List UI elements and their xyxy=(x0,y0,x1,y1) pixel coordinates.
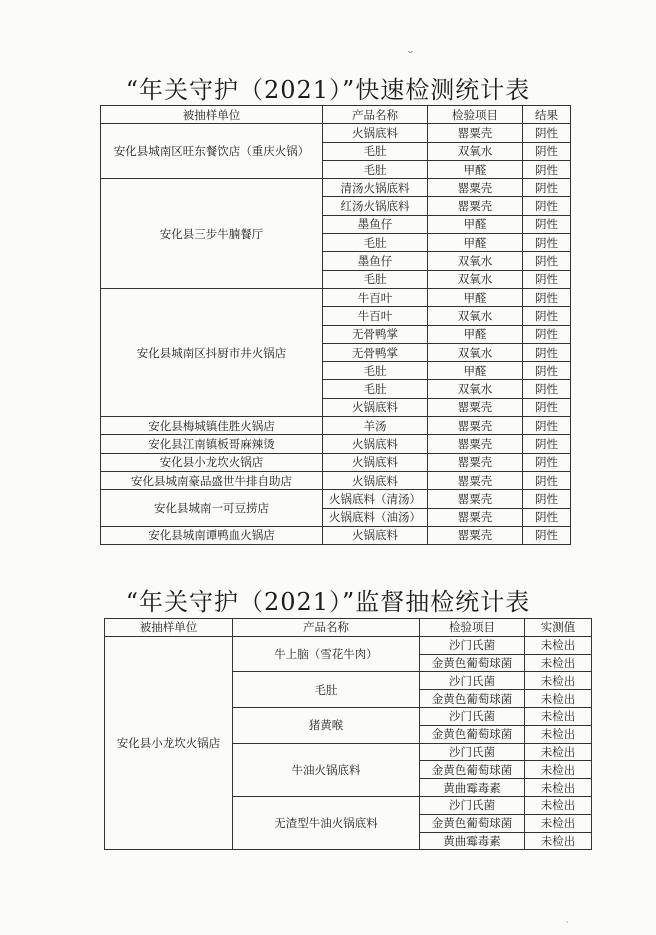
pen-mark: ᵕ xyxy=(408,46,414,61)
product-cell: 毛肚 xyxy=(233,672,420,708)
value-cell: 未检出 xyxy=(525,761,592,779)
value-cell: 未检出 xyxy=(525,690,592,708)
result-cell: 阴性 xyxy=(523,398,571,416)
product-cell: 墨鱼仔 xyxy=(323,252,428,270)
test-item-cell: 双氧水 xyxy=(428,307,523,325)
test-item-cell: 甲醛 xyxy=(428,362,523,380)
test-item-cell: 罂粟壳 xyxy=(428,490,523,508)
test-item-cell: 沙门氏菌 xyxy=(420,707,525,725)
header-value: 实测值 xyxy=(525,619,592,637)
dot-mark: · xyxy=(566,918,569,927)
result-cell: 阴性 xyxy=(523,179,571,197)
unit-cell: 安化县小龙坎火锅店 xyxy=(101,453,323,471)
product-cell: 无骨鸭掌 xyxy=(323,343,428,361)
header-item: 检验项目 xyxy=(428,106,523,124)
value-cell: 未检出 xyxy=(525,725,592,743)
value-cell: 未检出 xyxy=(525,654,592,672)
result-cell: 阴性 xyxy=(523,490,571,508)
product-cell: 墨鱼仔 xyxy=(323,215,428,233)
result-cell: 阴性 xyxy=(523,142,571,160)
table-row xyxy=(101,288,571,306)
table-row xyxy=(101,124,571,142)
table-row xyxy=(101,435,571,453)
test-item-cell: 甲醛 xyxy=(428,288,523,306)
value-cell: 未检出 xyxy=(525,672,592,690)
unit-cell: 安化县三步牛腩餐厅 xyxy=(101,179,323,289)
test-item-cell: 黄曲霉毒素 xyxy=(420,779,525,797)
result-cell: 阴性 xyxy=(523,270,571,288)
result-cell: 阴性 xyxy=(523,343,571,361)
unit-cell: 安化县城南区抖厨市井火锅店 xyxy=(101,288,323,416)
value-cell: 未检出 xyxy=(525,814,592,832)
test-item-cell: 金黄色葡萄球菌 xyxy=(420,814,525,832)
product-cell: 毛肚 xyxy=(323,142,428,160)
unit-cell: 安化县城南谭鸭血火锅店 xyxy=(101,526,323,544)
header-item: 检验项目 xyxy=(420,619,525,637)
test-item-cell: 金黄色葡萄球菌 xyxy=(420,690,525,708)
test-item-cell: 双氧水 xyxy=(428,380,523,398)
product-cell: 火锅底料（清汤） xyxy=(323,490,428,508)
result-cell: 阴性 xyxy=(523,325,571,343)
unit-cell: 安化县梅城镇佳胜火锅店 xyxy=(101,417,323,435)
product-cell: 火锅底料 xyxy=(323,398,428,416)
product-cell: 牛油火锅底料 xyxy=(233,743,420,796)
product-cell: 毛肚 xyxy=(323,234,428,252)
test-item-cell: 罂粟壳 xyxy=(428,471,523,489)
result-cell: 阴性 xyxy=(523,288,571,306)
table-header-row xyxy=(101,106,571,124)
header-product: 产品名称 xyxy=(233,619,420,637)
result-cell: 阴性 xyxy=(523,453,571,471)
table-header-row xyxy=(105,619,592,637)
value-cell: 未检出 xyxy=(525,796,592,814)
unit-cell: 安化县城南豪品盛世牛排自助店 xyxy=(101,471,323,489)
result-cell: 阴性 xyxy=(523,307,571,325)
result-cell: 阴性 xyxy=(523,215,571,233)
result-cell: 阴性 xyxy=(523,471,571,489)
result-cell: 阴性 xyxy=(523,435,571,453)
test-item-cell: 罂粟壳 xyxy=(428,179,523,197)
product-cell: 火锅底料 xyxy=(323,471,428,489)
result-cell: 阴性 xyxy=(523,197,571,215)
unit-cell: 安化县城南区旺东餐饮店（重庆火锅） xyxy=(101,124,323,179)
product-cell: 羊汤 xyxy=(323,417,428,435)
table-row xyxy=(101,471,571,489)
product-cell: 火锅底料 xyxy=(323,526,428,544)
header-product: 产品名称 xyxy=(323,106,428,124)
test-item-cell: 罂粟壳 xyxy=(428,197,523,215)
test-item-cell: 双氧水 xyxy=(428,343,523,361)
value-cell: 未检出 xyxy=(525,832,592,850)
unit-cell: 安化县江南镇板哥麻辣烫 xyxy=(101,435,323,453)
result-cell: 阴性 xyxy=(523,160,571,178)
test-item-cell: 金黄色葡萄球菌 xyxy=(420,761,525,779)
header-unit: 被抽样单位 xyxy=(105,619,233,637)
product-cell: 无骨鸭掌 xyxy=(323,325,428,343)
header-result: 结果 xyxy=(523,106,571,124)
table2-title: “年关守护（2021）”监督抽检统计表 xyxy=(125,588,531,616)
result-cell: 阴性 xyxy=(523,234,571,252)
value-cell: 未检出 xyxy=(525,707,592,725)
header-unit: 被抽样单位 xyxy=(101,106,323,124)
product-cell: 毛肚 xyxy=(323,160,428,178)
test-item-cell: 罂粟壳 xyxy=(428,435,523,453)
table-row xyxy=(101,490,571,508)
test-item-cell: 罂粟壳 xyxy=(428,124,523,142)
test-item-cell: 甲醛 xyxy=(428,234,523,252)
product-cell: 毛肚 xyxy=(323,270,428,288)
product-cell: 清汤火锅底料 xyxy=(323,179,428,197)
test-item-cell: 沙门氏菌 xyxy=(420,743,525,761)
test-item-cell: 罂粟壳 xyxy=(428,398,523,416)
table-row xyxy=(101,526,571,544)
product-cell: 无渣型牛油火锅底料 xyxy=(233,796,420,849)
test-item-cell: 黄曲霉毒素 xyxy=(420,832,525,850)
table-row xyxy=(105,636,592,654)
supervision-test-table xyxy=(104,618,592,850)
product-cell: 毛肚 xyxy=(323,380,428,398)
test-item-cell: 沙门氏菌 xyxy=(420,796,525,814)
result-cell: 阴性 xyxy=(523,417,571,435)
test-item-cell: 罂粟壳 xyxy=(428,417,523,435)
table-row xyxy=(101,417,571,435)
test-item-cell: 罂粟壳 xyxy=(428,526,523,544)
test-item-cell: 双氧水 xyxy=(428,252,523,270)
product-cell: 火锅底料 xyxy=(323,124,428,142)
result-cell: 阴性 xyxy=(523,252,571,270)
product-cell: 火锅底料 xyxy=(323,453,428,471)
unit-cell: 安化县城南一可豆捞店 xyxy=(101,490,323,527)
product-cell: 牛上脑（雪花牛肉） xyxy=(233,636,420,672)
table-row xyxy=(101,179,571,197)
result-cell: 阴性 xyxy=(523,380,571,398)
test-item-cell: 金黄色葡萄球菌 xyxy=(420,654,525,672)
test-item-cell: 双氧水 xyxy=(428,142,523,160)
result-cell: 阴性 xyxy=(523,508,571,526)
test-item-cell: 甲醛 xyxy=(428,215,523,233)
value-cell: 未检出 xyxy=(525,636,592,654)
result-cell: 阴性 xyxy=(523,124,571,142)
test-item-cell: 甲醛 xyxy=(428,325,523,343)
result-cell: 阴性 xyxy=(523,362,571,380)
test-item-cell: 沙门氏菌 xyxy=(420,636,525,654)
test-item-cell: 罂粟壳 xyxy=(428,508,523,526)
test-item-cell: 罂粟壳 xyxy=(428,453,523,471)
product-cell: 火锅底料（油汤） xyxy=(323,508,428,526)
test-item-cell: 甲醛 xyxy=(428,160,523,178)
unit-cell: 安化县小龙坎火锅店 xyxy=(105,636,233,850)
value-cell: 未检出 xyxy=(525,779,592,797)
table-row xyxy=(101,453,571,471)
rapid-test-table xyxy=(100,105,571,545)
test-item-cell: 双氧水 xyxy=(428,270,523,288)
product-cell: 牛百叶 xyxy=(323,307,428,325)
product-cell: 毛肚 xyxy=(323,362,428,380)
test-item-cell: 金黄色葡萄球菌 xyxy=(420,725,525,743)
result-cell: 阴性 xyxy=(523,526,571,544)
product-cell: 红汤火锅底料 xyxy=(323,197,428,215)
table1-title: “年关守护（2021）”快速检测统计表 xyxy=(125,76,531,104)
product-cell: 牛百叶 xyxy=(323,288,428,306)
product-cell: 猪黄喉 xyxy=(233,707,420,743)
value-cell: 未检出 xyxy=(525,743,592,761)
product-cell: 火锅底料 xyxy=(323,435,428,453)
test-item-cell: 沙门氏菌 xyxy=(420,672,525,690)
